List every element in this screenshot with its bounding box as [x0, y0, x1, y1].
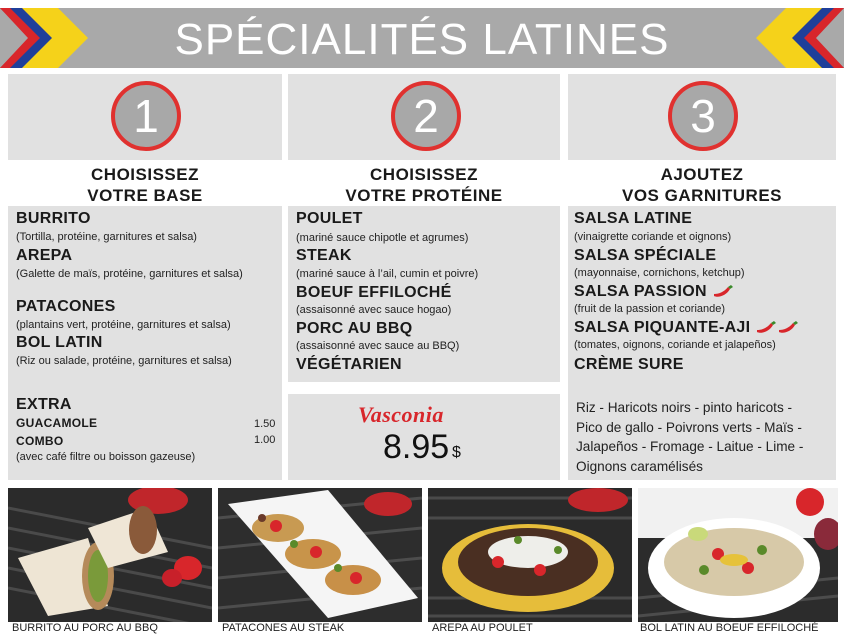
protein-name: PORC AU BBQ	[296, 320, 413, 337]
page-title: SPÉCIALITÉS LATINES	[174, 15, 670, 64]
photo-caption: BURRITO AU PORC AU BBQ	[12, 622, 158, 634]
extra-title: EXTRA	[16, 396, 72, 413]
patacones-photo	[218, 488, 422, 622]
brand-logo: Vasconia	[358, 402, 444, 427]
salsa-desc: (mayonnaise, cornichons, ketchup)	[574, 267, 745, 279]
step-1-number: 1	[111, 81, 181, 151]
photo-caption: AREPA AU POULET	[432, 622, 533, 634]
salsa-name: SALSA PASSION	[574, 283, 734, 301]
protein-desc: (mariné sauce chipotle et agrumes)	[296, 232, 469, 244]
promo-currency: $	[452, 444, 461, 461]
salsa-desc: (fruit de la passion et coriande)	[574, 303, 726, 315]
protein-name: BOEUF EFFILOCHÉ	[296, 284, 452, 301]
chili-pepper-icon	[755, 320, 777, 336]
salsa-name: CRÈME SURE	[574, 356, 684, 373]
extra-note: (avec café filtre ou boisson gazeuse)	[16, 451, 196, 463]
base-name: BURRITO	[16, 210, 91, 227]
extra-item-name: GUACAMOLE	[16, 416, 98, 430]
bol-latin-photo	[638, 488, 838, 622]
burrito-photo	[8, 488, 212, 622]
base-desc: (Galette de maïs, protéine, garnitures et salsa)	[16, 268, 243, 280]
base-name: PATACONES	[16, 298, 116, 315]
garnitures-list: Riz - Haricots noirs - pinto haricots - Pico de gallo - Poivrons verts - Maïs - Jalapeños - Fromage - Laitue - Lime - Oignons caramélisés	[576, 400, 804, 474]
chili-pepper-icon	[712, 284, 734, 300]
step-2-number: 2	[391, 81, 461, 151]
arepa-photo	[428, 488, 632, 622]
extra-item-price: 1.50	[254, 418, 276, 430]
salsa-name: SALSA PIQUANTE-AJI	[574, 319, 799, 337]
base-desc: (Riz ou salade, protéine, garnitures et salsa)	[16, 355, 232, 367]
salsa-desc: (tomates, oignons, coriande et jalapeños)	[574, 339, 776, 351]
protein-name: VÉGÉTARIEN	[296, 356, 402, 373]
protein-desc: (assaisonné avec sauce au BBQ)	[296, 340, 460, 352]
step-3-title: AJOUTEZ VOS GARNITURES	[621, 165, 783, 205]
extra-item-name: COMBO	[16, 434, 64, 448]
promo-price: 8.95	[383, 428, 450, 466]
protein-desc: (assaisonné avec sauce hogao)	[296, 304, 452, 316]
salsa-desc: (vinaigrette coriande et oignons)	[574, 231, 732, 243]
step-1-title: CHOISISSEZ VOTRE BASE	[87, 165, 203, 205]
photo-caption: PATACONES AU STEAK	[222, 622, 345, 634]
protein-desc: (mariné sauce à l’ail, cumin et poivre)	[296, 268, 479, 280]
base-name: BOL LATIN	[16, 334, 103, 351]
salsa-name: SALSA LATINE	[574, 210, 693, 227]
chili-pepper-icon	[777, 320, 799, 336]
step-3-number: 3	[668, 81, 738, 151]
base-name: AREPA	[16, 247, 73, 264]
step-2-title: CHOISISSEZ VOTRE PROTÉINE	[345, 165, 503, 205]
protein-name: STEAK	[296, 247, 352, 264]
base-desc: (plantains vert, protéine, garnitures et salsa)	[16, 319, 231, 331]
salsa-name: SALSA SPÉCIALE	[574, 247, 717, 264]
photo-caption: BOL LATIN AU BOEUF EFFILOCHÉ	[640, 622, 819, 634]
protein-name: POULET	[296, 210, 363, 227]
base-desc: (Tortilla, protéine, garnitures et salsa)	[16, 231, 197, 243]
extra-item-price: 1.00	[254, 434, 276, 446]
